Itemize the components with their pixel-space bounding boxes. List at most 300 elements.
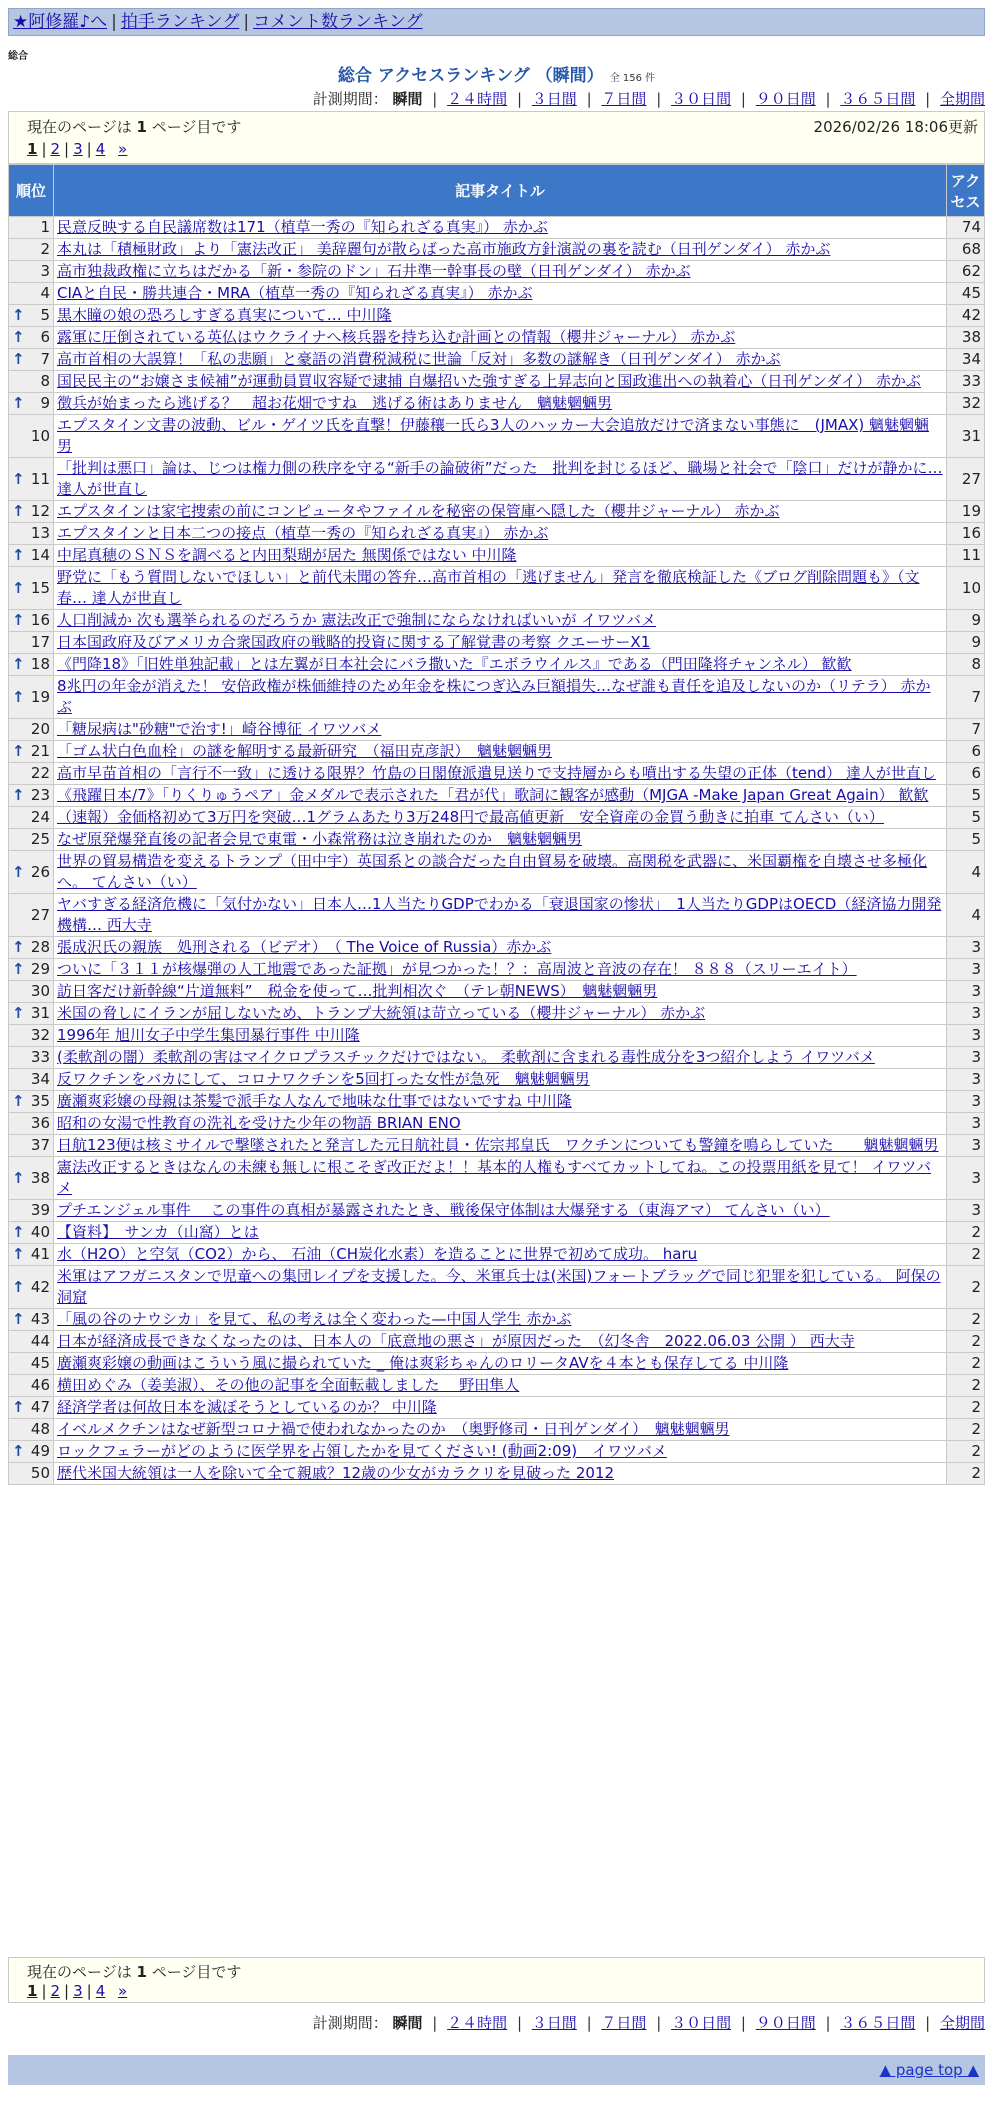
title-cell xyxy=(54,1397,947,1419)
title-cell xyxy=(54,415,947,458)
article-title-link[interactable]: 民意反映する自民議席数は171（植草一秀の『知られざる真実』） 赤かぶ xyxy=(57,218,548,236)
article-title-link[interactable]: 横田めぐみ（姜美淑）、その他の記事を全面転載しました 野田隼人 xyxy=(57,1376,520,1394)
title-cell xyxy=(54,1157,947,1200)
access-count: 68 xyxy=(947,239,985,261)
top-nav-bar xyxy=(8,8,985,36)
access-count: 3 xyxy=(947,1200,985,1222)
rank-number: 16 xyxy=(30,611,50,629)
article-title-link[interactable]: 憲法改正するときはなんの未練も無しに根こそぎ改正だよ！！基本的人権もすべてカットしてね。この投票用紙を見て！ イワツバメ xyxy=(57,1158,932,1197)
rank-up-arrow-icon: ↑ xyxy=(12,742,25,760)
access-count: 10 xyxy=(947,567,985,610)
rank-number: 9 xyxy=(40,394,50,412)
rank-cell xyxy=(9,349,54,371)
table-row xyxy=(9,501,985,523)
title-cell xyxy=(54,239,947,261)
table-row xyxy=(9,632,985,654)
access-count: 4 xyxy=(947,894,985,937)
rank-up-arrow-icon: ↑ xyxy=(12,1245,25,1263)
period-link-3d[interactable]: ３日間 xyxy=(531,90,577,108)
period-link-24h[interactable]: ２４時間 xyxy=(447,2014,508,2032)
access-count: 2 xyxy=(947,1419,985,1441)
rank-cell xyxy=(9,458,54,501)
title-cell xyxy=(54,610,947,632)
rank-cell xyxy=(9,851,54,894)
access-count: 7 xyxy=(947,676,985,719)
title-cell xyxy=(54,1463,947,1485)
article-title-link[interactable]: 日本が経済成長できなくなったのは、日本人の「底意地の悪さ」が原因だった （幻冬舎 2022.06.03 公開 ） 西大寺 xyxy=(57,1332,855,1350)
title-cell xyxy=(54,305,947,327)
rank-up-arrow-icon: ↑ xyxy=(12,655,25,673)
ranking-table-body xyxy=(9,217,985,1485)
table-row xyxy=(9,1463,985,1485)
rank-cell xyxy=(9,1397,54,1419)
nav-separator: | xyxy=(111,12,117,32)
table-row xyxy=(9,1003,985,1025)
rank-number: 30 xyxy=(30,982,50,1000)
rank-number: 33 xyxy=(30,1048,50,1066)
title-cell xyxy=(54,1047,947,1069)
title-cell xyxy=(54,1441,947,1463)
title-cell xyxy=(54,1003,947,1025)
article-title-link[interactable]: 訪日客だけ新幹線“片道無料” 税金を使って…批判相次ぐ （テレ朝NEWS） 魑魅魍魎男 xyxy=(57,982,658,1000)
rank-cell xyxy=(9,261,54,283)
article-title-link[interactable]: プチエンジェル事件 この事件の真相が暴露されたとき、戦後保守体制は大爆発する（東海アマ） てんさい（い） xyxy=(57,1201,830,1219)
period-link-90d[interactable]: ９０日間 xyxy=(755,2014,816,2032)
home-link[interactable]: ★阿修羅♪へ xyxy=(13,12,108,32)
article-title-link[interactable]: エプスタインと日本二つの接点（植草一秀の『知られざる真実』） 赤かぶ xyxy=(57,524,549,542)
rank-number: 42 xyxy=(30,1277,50,1296)
article-title-link[interactable]: 【資料】 サンカ（山窩）とは xyxy=(57,1223,259,1241)
article-title-link[interactable]: 日航123便は核ミサイルで撃墜されたと発言した元日航社員・佐宗邦皇氏 ワクチンについても警鐘を鳴らしていた 魑魅魍魎男 xyxy=(57,1136,939,1154)
access-count: 45 xyxy=(947,283,985,305)
rank-number: 3 xyxy=(40,262,50,280)
access-count: 5 xyxy=(947,785,985,807)
table-row xyxy=(9,1069,985,1091)
article-title-link[interactable]: 米軍はアフガニスタンで児童への集団レイプを支援した。今、米軍兵士は(米国)フォートブラッグで同じ犯罪を犯している。 阿保の洞窟 xyxy=(57,1267,941,1306)
article-title-link[interactable]: 高市首相の大誤算！「私の悲願」と豪語の消費税減税に世論「反対」多数の謎解き（日刊ゲンダイ） 赤かぶ xyxy=(57,350,781,368)
title-cell xyxy=(54,807,947,829)
access-count: 3 xyxy=(947,1025,985,1047)
period-separator: | xyxy=(825,2014,831,2032)
rank-number: 49 xyxy=(30,1442,50,1460)
page-link-2[interactable]: 2 xyxy=(50,1982,61,2000)
article-title-link[interactable]: 《門降18》「旧姓単独記載」とは左翼が日本社会にバラ撒いた『エボラウイルス』である（門田隆将チャンネル） 歓歓 xyxy=(57,655,852,673)
rank-cell xyxy=(9,1266,54,1309)
title-cell xyxy=(54,676,947,719)
article-title-link[interactable]: 水（H2O）と空気（CO2）から、 石油（CH炭化水素）を造ることに世界で初めて成功。 haru xyxy=(57,1245,698,1263)
rank-number: 19 xyxy=(30,687,50,706)
table-row xyxy=(9,371,985,393)
rank-up-arrow-icon: ↑ xyxy=(12,350,25,368)
rank-cell xyxy=(9,305,54,327)
article-title-link[interactable]: 徴兵が始まったら逃げる？ 超お花畑ですね 逃げる術はありません 魑魅魍魎男 xyxy=(57,394,613,412)
rank-cell xyxy=(9,937,54,959)
article-title-link[interactable]: 世界の貿易構造を変えるトランプ（田中宇）英国系との談合だった自由貿易を破壊。高関税を武器に、米国覇権を自壊させ多極化へ。 てんさい（い） xyxy=(57,852,928,891)
period-link-365d[interactable]: ３６５日間 xyxy=(840,2014,916,2032)
period-separator: | xyxy=(516,90,522,108)
article-title-link[interactable]: 日本国政府及びアメリカ合衆国政府の戦略的投資に関する了解覚書の考察 クエーサーX1 xyxy=(57,633,651,651)
period-link-all[interactable]: 全期間 xyxy=(939,2014,985,2032)
article-title-link[interactable]: 廣瀬爽彩嬢の母親は茶髪で派手な人なんで地味な仕事ではないですね 中川隆 xyxy=(57,1092,572,1110)
table-row xyxy=(9,217,985,239)
table-row xyxy=(9,239,985,261)
table-row xyxy=(9,1353,985,1375)
title-cell xyxy=(54,261,947,283)
rank-cell xyxy=(9,1331,54,1353)
rank-cell xyxy=(9,1135,54,1157)
column-header-access: アクセス xyxy=(947,165,985,217)
title-cell xyxy=(54,501,947,523)
rank-number: 25 xyxy=(30,830,50,848)
rank-number: 1 xyxy=(40,218,50,236)
pager-panel-bottom xyxy=(8,1957,985,2003)
comment-ranking-link[interactable]: コメント数ランキング xyxy=(253,12,423,32)
column-header-rank: 順位 xyxy=(9,165,54,217)
access-count: 3 xyxy=(947,1003,985,1025)
pagination xyxy=(27,140,127,158)
article-title-link[interactable]: 昭和の女湯で性教育の洗礼を受けた少年の物語 BRIAN ENO xyxy=(57,1114,461,1132)
page-link-4[interactable]: 4 xyxy=(95,140,106,158)
rank-up-arrow-icon: ↑ xyxy=(12,1398,25,1416)
rank-number: 20 xyxy=(30,720,50,738)
article-title-link[interactable]: 高市早苗首相の「言行不一致」に透ける限界？竹島の日閣僚派遣見送りで支持層からも噴出する失望の正体（tend） 達人が世直し xyxy=(57,764,936,782)
title-cell xyxy=(54,719,947,741)
pager-separator: | xyxy=(41,140,47,158)
access-count: 2 xyxy=(947,1331,985,1353)
title-cell xyxy=(54,1113,947,1135)
article-title-link[interactable]: CIAと自民・勝共連合・MRA（植草一秀の『知られざる真実』） 赤かぶ xyxy=(57,284,533,302)
table-row xyxy=(9,829,985,851)
rank-up-arrow-icon: ↑ xyxy=(12,578,25,597)
title-cell xyxy=(54,545,947,567)
period-link-all[interactable]: 全期間 xyxy=(939,90,985,108)
current-page-prefix: 現在のページは xyxy=(27,1963,132,1981)
title-cell xyxy=(54,283,947,305)
period-link-7d[interactable]: ７日間 xyxy=(601,2014,647,2032)
article-title-link[interactable]: 本丸は「積極財政」より「憲法改正」 美辞麗句が散らばった高市施政方針演説の裏を読む（日刊ゲンダイ） 赤かぶ xyxy=(57,240,831,258)
access-count: 3 xyxy=(947,1091,985,1113)
table-row xyxy=(9,567,985,610)
access-count: 32 xyxy=(947,393,985,415)
article-title-link[interactable]: 《飛躍日本/7》「りくりゅうペア」金メダルで表示された「君が代」歌詞に観客が感動（MJGA -Make Japan Great Again） 歓歓 xyxy=(57,786,929,804)
rank-cell xyxy=(9,1069,54,1091)
table-row xyxy=(9,654,985,676)
article-title-link[interactable]: 廣瀬爽彩嬢の動画はこういう風に撮られていた _ 俺は爽彩ちゃんのロリータAVを４本とも保存してる 中川隆 xyxy=(57,1354,789,1372)
article-title-link[interactable]: 「ゴム状白色血栓」の謎を解明する最新研究 （福田克彦訳） 魑魅魍魎男 xyxy=(57,742,553,760)
table-row xyxy=(9,305,985,327)
rank-cell xyxy=(9,217,54,239)
article-title-link[interactable]: 「糖尿病は"砂糖"で治す!」崎谷博征 イワツバメ xyxy=(57,720,382,738)
rank-cell xyxy=(9,894,54,937)
rank-number: 48 xyxy=(30,1420,50,1438)
period-separator: | xyxy=(740,90,746,108)
period-link-3d[interactable]: ３日間 xyxy=(531,2014,577,2032)
access-count: 42 xyxy=(947,305,985,327)
page-next-link[interactable]: » xyxy=(118,140,128,158)
article-title-link[interactable]: 黒木瞳の娘の恐ろしすぎる真実について… 中川隆 xyxy=(57,306,392,324)
period-separator: | xyxy=(656,2014,662,2032)
rank-cell xyxy=(9,676,54,719)
title-cell xyxy=(54,1309,947,1331)
rank-number: 2 xyxy=(40,240,50,258)
access-count: 33 xyxy=(947,371,985,393)
article-title-link[interactable]: 露軍に圧倒されている英仏はウクライナへ核兵器を持ち込む計画との情報（櫻井ジャーナル） 赤かぶ xyxy=(57,328,736,346)
period-link-24h[interactable]: ２４時間 xyxy=(447,90,508,108)
title-cell xyxy=(54,741,947,763)
current-page-text xyxy=(27,1961,241,1982)
page-top-link[interactable]: ▲ page top ▲ xyxy=(879,2061,979,2079)
title-cell xyxy=(54,959,947,981)
current-page-number: 1 xyxy=(136,118,147,136)
title-cell xyxy=(54,523,947,545)
access-count: 2 xyxy=(947,1463,985,1485)
rank-cell xyxy=(9,1244,54,1266)
rank-number: 7 xyxy=(40,350,50,368)
article-title-link[interactable]: 「風の谷のナウシカ」を見て、私の考えは全く変わった—中国人学生 赤かぶ xyxy=(57,1310,572,1328)
pager-separator: | xyxy=(64,1982,70,2000)
rank-cell xyxy=(9,1419,54,1441)
title-cell xyxy=(54,1069,947,1091)
pagination xyxy=(27,1982,127,2000)
ranking-header-row xyxy=(9,165,985,217)
table-row xyxy=(9,393,985,415)
article-title-link[interactable]: 野党に「もう質問しないでほしい」と前代未聞の答弁…高市首相の「逃げません」発言を徹底検証した《ブログ削除問題も》（文春… 達人が世直し xyxy=(57,568,920,607)
access-count: 6 xyxy=(947,763,985,785)
rank-number: 46 xyxy=(30,1376,50,1394)
article-title-link[interactable]: 人口削減か 次も選挙られるのだろうか 憲法改正で強制にならなければいいが イワツバメ xyxy=(57,611,657,629)
table-row xyxy=(9,763,985,785)
page-link-3[interactable]: 3 xyxy=(73,1982,83,2000)
article-title-link[interactable]: 国民民主の“お嬢さま候補”が運動員買収容疑で逮捕 自爆招いた強すぎる上昇志向と国政進出への執着心（日刊ゲンダイ） 赤かぶ xyxy=(57,372,921,390)
table-row xyxy=(9,610,985,632)
table-row xyxy=(9,1419,985,1441)
current-page-number: 1 xyxy=(136,1963,147,1981)
rank-cell xyxy=(9,763,54,785)
rank-number: 47 xyxy=(30,1398,50,1416)
table-row xyxy=(9,1091,985,1113)
rank-number: 10 xyxy=(30,426,50,445)
rank-number: 14 xyxy=(30,546,50,564)
rank-number: 38 xyxy=(30,1168,50,1187)
access-count: 3 xyxy=(947,1047,985,1069)
article-title-link[interactable]: 「批判は悪口」論は、じつは権力側の秩序を守る“新手の論破術”だった 批判を封じるほど、職場と社会で「陰口」だけが静かに… 達人が世直し xyxy=(57,459,943,498)
period-separator: | xyxy=(825,90,831,108)
rank-number: 23 xyxy=(30,786,50,804)
access-count: 4 xyxy=(947,851,985,894)
rank-number: 5 xyxy=(40,306,50,324)
rank-up-arrow-icon: ↑ xyxy=(12,611,25,629)
article-title-link[interactable]: 米国の脅しにイランが屈しないため、トランプ大統領は苛立っている（櫻井ジャーナル） 赤かぶ xyxy=(57,1004,706,1022)
period-selector-bottom xyxy=(313,2012,985,2033)
table-row xyxy=(9,1135,985,1157)
page-link-4[interactable]: 4 xyxy=(95,1982,106,2000)
article-title-link[interactable]: 中尾真穂のＳＮＳを調べると内田梨瑚が居た 無関係ではない 中川隆 xyxy=(57,546,517,564)
rank-up-arrow-icon: ↑ xyxy=(12,1277,25,1296)
title-cell xyxy=(54,349,947,371)
rank-number: 15 xyxy=(30,578,50,597)
pager-separator: | xyxy=(64,140,70,158)
title-cell xyxy=(54,1353,947,1375)
table-row xyxy=(9,676,985,719)
rank-cell xyxy=(9,610,54,632)
page-link-2[interactable]: 2 xyxy=(50,140,61,158)
period-separator: | xyxy=(432,90,438,108)
rank-number: 41 xyxy=(30,1245,50,1263)
title-cell xyxy=(54,1266,947,1309)
access-count: 2 xyxy=(947,1353,985,1375)
article-title-link[interactable]: ロックフェラーがどのように医学界を占領したかを見てください! (動画2:09) イワツバメ xyxy=(57,1442,667,1460)
access-count: 34 xyxy=(947,349,985,371)
rank-number: 26 xyxy=(30,862,50,881)
period-link-7d[interactable]: ７日間 xyxy=(601,90,647,108)
table-row xyxy=(9,523,985,545)
period-separator: | xyxy=(656,90,662,108)
access-count: 2 xyxy=(947,1397,985,1419)
article-title-link[interactable]: エプスタインは家宅捜索の前にコンピュータやファイルを秘密の保管庫へ隠した（櫻井ジャーナル） 赤かぶ xyxy=(57,502,780,520)
title-cell xyxy=(54,829,947,851)
rank-cell xyxy=(9,415,54,458)
pager-separator: | xyxy=(86,1982,92,2000)
table-row xyxy=(9,894,985,937)
article-title-link[interactable]: 8兆円の年金が消えた！ 安倍政権が株価維持のため年金を株につぎ込み巨額損失…なぜ誰も責任を追及しないのか（リテラ） 赤かぶ xyxy=(57,677,931,716)
access-count: 38 xyxy=(947,327,985,349)
article-title-link[interactable]: 1996年 旭川女子中学生集団暴行事件 中川隆 xyxy=(57,1026,360,1044)
rank-cell xyxy=(9,1375,54,1397)
article-title-link[interactable]: 張成沢氏の親族 処刑される（ビデオ） （ The Voice of Russia）赤かぶ xyxy=(57,938,552,956)
rank-number: 27 xyxy=(30,905,50,924)
rank-number: 31 xyxy=(30,1004,50,1022)
period-separator: | xyxy=(586,90,592,108)
rank-number: 32 xyxy=(30,1026,50,1044)
article-title-link[interactable]: エプスタイン文書の波動、ビル・ゲイツ氏を直撃！伊藤穰一氏ら3人のハッカー大会追放だけで済まない事態に (JMAX) 魑魅魍魎男 xyxy=(57,416,929,455)
rank-number: 21 xyxy=(30,742,50,760)
article-title-link[interactable]: ついに「３１１が核爆弾の人工地震であった証拠」が見つかった！？：高周波と音波の存在！ ８８８（スリーエイト） xyxy=(57,960,857,978)
rank-up-arrow-icon: ↑ xyxy=(12,938,25,956)
access-count: 62 xyxy=(947,261,985,283)
article-title-link[interactable]: 経済学者は何故日本を滅ぼそうとしているのか？ 中川隆 xyxy=(57,1398,437,1416)
table-row xyxy=(9,1200,985,1222)
rank-cell xyxy=(9,327,54,349)
period-label: 計測期間： xyxy=(312,90,388,108)
access-count: 3 xyxy=(947,959,985,981)
table-row xyxy=(9,1375,985,1397)
title-cell xyxy=(54,1025,947,1047)
page-title: 総合 アクセスランキング （瞬間） xyxy=(337,66,604,86)
access-count: 5 xyxy=(947,829,985,851)
title-cell xyxy=(54,458,947,501)
table-row xyxy=(9,349,985,371)
rank-cell xyxy=(9,981,54,1003)
title-cell xyxy=(54,393,947,415)
rank-number: 13 xyxy=(30,524,50,542)
column-header-title: 記事タイトル xyxy=(54,165,947,217)
rank-up-arrow-icon: ↑ xyxy=(12,786,25,804)
rank-number: 36 xyxy=(30,1114,50,1132)
rank-up-arrow-icon: ↑ xyxy=(12,306,25,324)
rank-cell xyxy=(9,1157,54,1200)
title-cell xyxy=(54,1375,947,1397)
table-row xyxy=(9,1331,985,1353)
rank-number: 8 xyxy=(40,372,50,390)
pager-panel-top xyxy=(8,111,985,164)
period-separator: | xyxy=(432,2014,438,2032)
title-cell xyxy=(54,327,947,349)
current-page-suffix: ページ目です xyxy=(151,118,242,136)
section-label: 総合 xyxy=(8,51,28,62)
title-cell xyxy=(54,981,947,1003)
current-page-text xyxy=(27,116,241,137)
rank-cell xyxy=(9,239,54,261)
rank-up-arrow-icon: ↑ xyxy=(12,1442,25,1460)
page-current: 1 xyxy=(27,140,38,158)
article-title-link[interactable]: 歴代米国大統領は一人を除いて全て親戚？12歳の少女がカラクリを見破った 2012 xyxy=(57,1464,615,1482)
article-title-link[interactable]: なぜ原発爆発直後の記者会見で東電・小森常務は泣き崩れたのか 魑魅魍魎男 xyxy=(57,830,583,848)
rank-cell xyxy=(9,1047,54,1069)
period-link-365d[interactable]: ３６５日間 xyxy=(840,90,916,108)
ranking-table xyxy=(8,164,985,1485)
access-count: 2 xyxy=(947,1244,985,1266)
article-title-link[interactable]: 反ワクチンをバカにして、コロナワクチンを5回打った女性が急死 魑魅魍魎男 xyxy=(57,1070,590,1088)
title-cell xyxy=(54,1222,947,1244)
page-next-link[interactable]: » xyxy=(118,1982,128,2000)
title-cell xyxy=(54,632,947,654)
rank-cell xyxy=(9,741,54,763)
rank-up-arrow-icon: ↑ xyxy=(12,328,25,346)
rank-up-arrow-icon: ↑ xyxy=(12,1004,25,1022)
table-row xyxy=(9,937,985,959)
rank-number: 37 xyxy=(30,1136,50,1154)
rank-up-arrow-icon: ↑ xyxy=(12,1168,25,1187)
rank-cell xyxy=(9,501,54,523)
table-row xyxy=(9,458,985,501)
title-cell xyxy=(54,567,947,610)
access-count: 19 xyxy=(947,501,985,523)
period-current: 瞬間 xyxy=(392,2014,423,2032)
current-page-prefix: 現在のページは xyxy=(27,118,132,136)
title-cell xyxy=(54,654,947,676)
access-count: 31 xyxy=(947,415,985,458)
article-title-link[interactable]: (柔軟剤の闇）柔軟剤の害はマイクロプラスチックだけではない。 柔軟剤に含まれる毒性成分を3つ紹介しよう イワツバメ xyxy=(57,1048,875,1066)
rank-cell xyxy=(9,545,54,567)
title-cell xyxy=(54,1244,947,1266)
table-row xyxy=(9,1113,985,1135)
article-title-link[interactable]: 高市独裁政権に立ちはだかる「新・参院のドン」石井準一幹事長の壁（日刊ゲンダイ） 赤かぶ xyxy=(57,262,691,280)
period-current: 瞬間 xyxy=(392,90,423,108)
period-link-30d[interactable]: ３０日間 xyxy=(671,2014,732,2032)
table-row xyxy=(9,327,985,349)
rank-cell xyxy=(9,371,54,393)
table-row xyxy=(9,851,985,894)
access-count: 3 xyxy=(947,1135,985,1157)
period-separator: | xyxy=(740,2014,746,2032)
rank-cell xyxy=(9,1025,54,1047)
rank-cell xyxy=(9,283,54,305)
rank-cell xyxy=(9,959,54,981)
rank-number: 43 xyxy=(30,1310,50,1328)
clap-ranking-link[interactable]: 拍手ランキング xyxy=(120,12,240,32)
title-cell xyxy=(54,1419,947,1441)
article-title-link[interactable]: イベルメクチンはなぜ新型コロナ禍で使われなかったのか （奥野修司・日刊ゲンダイ） 魑魅魍魎男 xyxy=(57,1420,730,1438)
article-title-link[interactable]: ヤバすぎる経済危機に「気付かない」日本人…1人当たりGDPでわかる「衰退国家の惨状」 1人当たりGDPはOECD（経済協力開発機構… 西大寺 xyxy=(57,895,942,934)
title-cell xyxy=(54,217,947,239)
page-link-3[interactable]: 3 xyxy=(73,140,83,158)
article-title-link[interactable]: （速報）金価格初めて3万円を突破…1グラムあたり3万248円で最高値更新 安全資産の金買う動きに拍車 てんさい（い） xyxy=(57,808,884,826)
table-row xyxy=(9,415,985,458)
period-link-30d[interactable]: ３０日間 xyxy=(671,90,732,108)
rank-cell xyxy=(9,393,54,415)
period-link-90d[interactable]: ９０日間 xyxy=(755,90,816,108)
period-separator: | xyxy=(516,2014,522,2032)
